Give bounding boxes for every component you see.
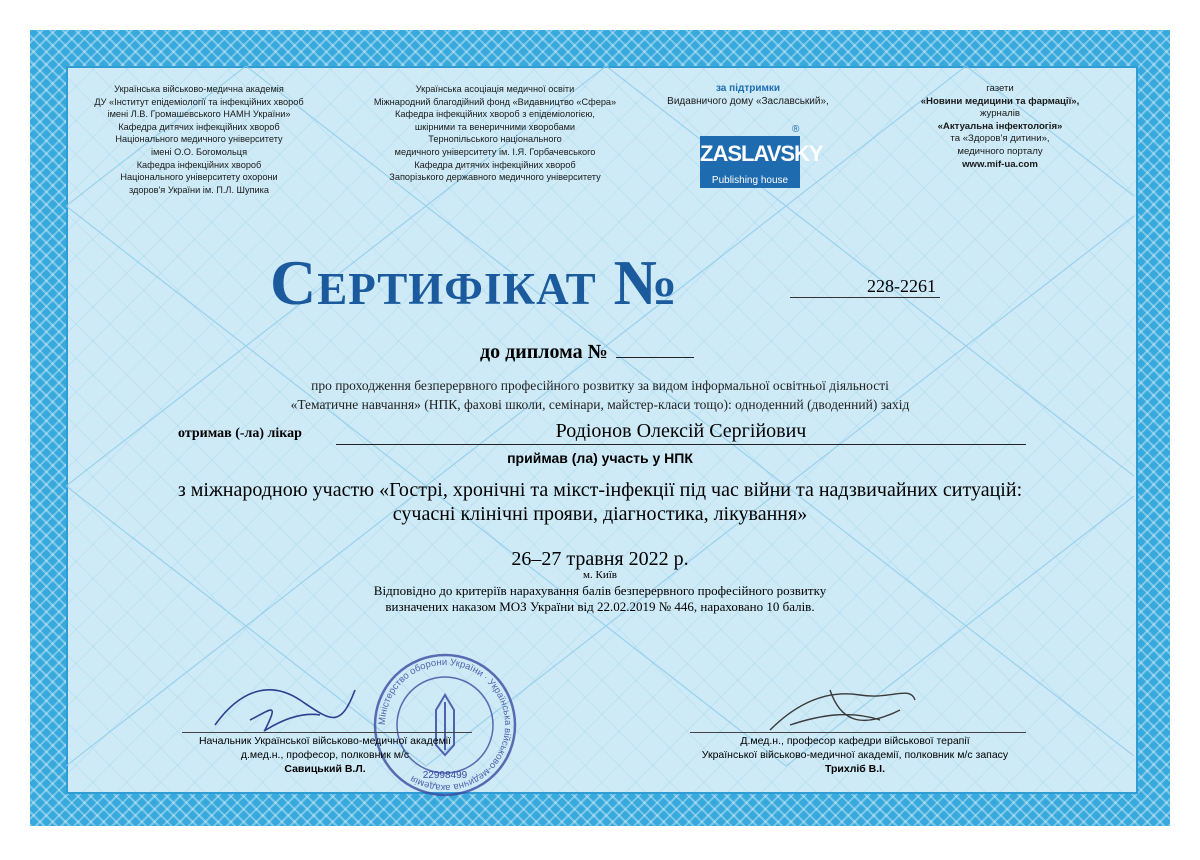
signature-right — [760, 670, 920, 740]
accr-line: визначених наказом МОЗ України від 22.02.2019 № 446, нараховано 10 балів. — [385, 599, 815, 614]
media-partners-block — [880, 83, 1120, 171]
media-line: газети — [986, 83, 1014, 94]
org-line: Кафедра дитячих інфекційних хвороб — [414, 159, 576, 170]
org-line: Національного університету охорони — [120, 172, 278, 183]
cpd-description — [160, 376, 1040, 414]
stamp-code: 22998499 — [422, 770, 468, 781]
recipient-name: Родіонов Олексій Сергійович — [336, 418, 1026, 445]
org-line: Кафедра інфекційних хвороб — [136, 159, 262, 170]
certificate-title: Сертифікат № — [270, 247, 679, 318]
org-line: імені Л.В. Громашевського НАМН України» — [107, 109, 291, 120]
diploma-number-row — [480, 341, 740, 364]
signature-left — [210, 670, 360, 740]
org-line: Кафедра інфекційних хвороб з епідеміологією, — [395, 109, 595, 120]
org-line: імені О.О. Богомольця — [150, 146, 248, 157]
signatory-position: Д.мед.н., професор кафедри військової терапії — [740, 735, 970, 747]
support-label: за підтримки — [715, 83, 781, 94]
diploma-number-blank — [616, 341, 694, 358]
org-line: шкірними та венеричними хворобами — [414, 121, 576, 132]
media-line: www.mif-ua.com — [962, 158, 1038, 170]
signatory-degree: Української військово-медичної академії, полковник м/с запасу — [701, 749, 1009, 761]
media-line: та «Здоров'я дитини», — [950, 133, 1050, 145]
org-line: Українська асоціація медичної освіти — [415, 84, 575, 94]
signatory-right — [680, 734, 1030, 776]
cpd-line: про проходження безперервного професійного розвитку за видом інформальної освітньої діяльності — [311, 378, 889, 393]
registered-mark: ® — [792, 124, 800, 135]
organizer-block-2 — [340, 83, 650, 184]
received-label: отримав (-ла) лікар — [178, 426, 302, 441]
event-city: м. Київ — [583, 569, 617, 581]
participation-text: приймав (ла) участь у НПК — [507, 450, 693, 466]
signature-line-left — [182, 732, 472, 733]
support-block — [648, 83, 848, 108]
event-line: сучасні клінічні прояви, діагностика, лікування» — [392, 503, 808, 525]
org-line: Тернопільського національного — [428, 134, 562, 145]
official-stamp — [370, 650, 520, 800]
media-line: «Новини медицини та фармації», — [920, 95, 1080, 107]
media-line: журналів — [979, 108, 1020, 120]
zaslavsky-logo — [700, 124, 823, 188]
logo-sub-text: Publishing house — [700, 174, 800, 188]
stamp-ring-text: Міністерство оборони України · Українська військово-медична академія — [376, 656, 514, 794]
org-line: медичного університету ім. І.Я. Горбачевського — [394, 146, 596, 157]
signatory-left — [170, 734, 480, 776]
signatory-position: Начальник Української військово-медичної академії — [198, 735, 452, 747]
org-line: здоров'я України ім. П.Л. Шупика — [128, 184, 270, 195]
cpd-line: «Тематичне навчання» (НПК, фахові школи, семінари, майстер-класи тощо): одноденний (дводенний) захід — [290, 397, 910, 412]
signatory-name: Трихліб В.І. — [824, 763, 886, 775]
signature-line-right — [690, 732, 1026, 733]
signatory-name: Савицький В.Л. — [284, 763, 366, 775]
accr-line: Відповідно до критеріїв нарахування балів безперервного професійного розвитку — [373, 583, 827, 598]
org-line: Українська військово-медична академія — [114, 84, 284, 94]
event-line: з міжнародною участю «Гострі, хронічні та мікст-інфекції під час війни та надзвичайних ситуацій: — [177, 479, 1023, 501]
logo-main-text: ZASLAVSKY — [700, 136, 800, 174]
support-publisher: Видавничого дому «Заславський», — [667, 95, 829, 107]
org-line: Запорізького державного медичного університету — [389, 172, 601, 183]
event-title — [110, 478, 1090, 526]
org-line: Кафедра дитячих інфекційних хвороб — [118, 121, 280, 132]
diploma-label: до диплома № — [480, 341, 608, 363]
accreditation-text — [250, 583, 950, 615]
org-line: ДУ «Інститут епідеміології та інфекційних хвороб — [94, 96, 304, 107]
event-date: 26–27 травня 2022 р. — [511, 548, 689, 570]
org-line: Національного медичного університету — [115, 134, 283, 145]
signatory-degree: д.мед.н., професор, полковник м/с — [240, 749, 410, 761]
organizer-block-1 — [74, 83, 324, 196]
media-line: медичного порталу — [957, 145, 1043, 157]
media-line: «Актуальна інфектологія» — [937, 120, 1063, 132]
org-line: Міжнародний благодійний фонд «Видавництво «Сфера» — [373, 96, 617, 107]
certificate-number: 228-2261 — [790, 276, 940, 298]
